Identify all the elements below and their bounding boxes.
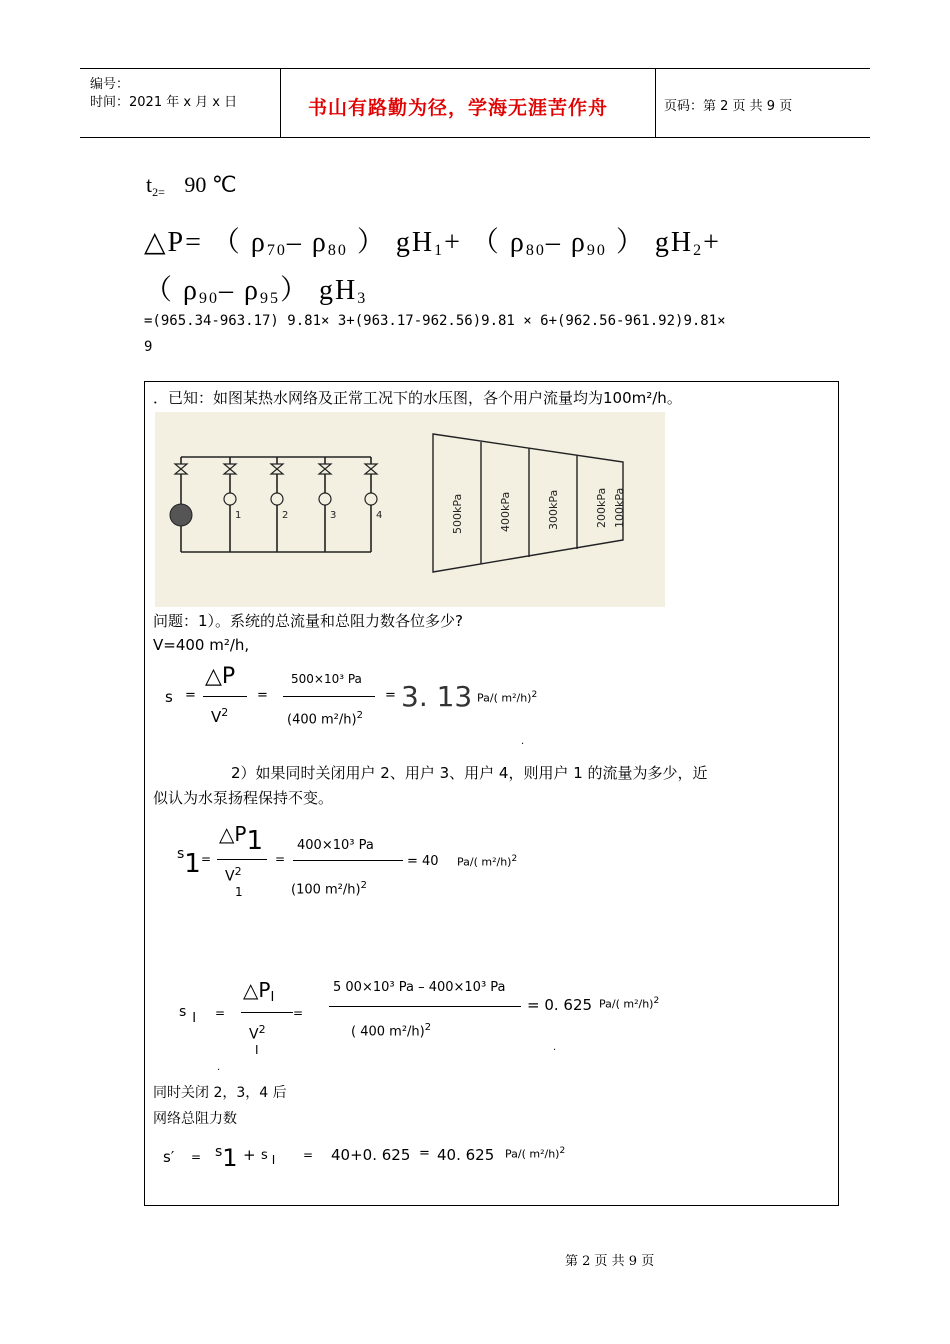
dp1-c: ） gH bbox=[347, 227, 435, 258]
sI-den-var: V bbox=[249, 1026, 259, 1043]
sp-unit-text: Pa/( m²/h) bbox=[505, 1147, 560, 1161]
calc-line2: 9 bbox=[144, 339, 153, 355]
t2-value: 90 ℃ bbox=[184, 172, 237, 197]
s1-frac-line2 bbox=[293, 860, 403, 861]
user-label-2: 2 bbox=[282, 510, 289, 521]
s1-frac-line bbox=[217, 859, 267, 860]
sI-den2-text: ( 400 m²/h) bbox=[351, 1024, 425, 1040]
s1-unit-exp: 2 bbox=[511, 854, 518, 864]
dot-2: . bbox=[553, 1042, 557, 1053]
sp-sum: 40+0. 625 bbox=[331, 1146, 411, 1164]
sI-den2-exp: 2 bbox=[424, 1022, 432, 1033]
sI-lhs-sub: I bbox=[192, 1011, 197, 1026]
s-den-exp: 2 bbox=[221, 706, 229, 719]
page-header bbox=[80, 68, 870, 138]
user-heater-icon bbox=[319, 493, 331, 505]
s-num: △P bbox=[205, 664, 236, 689]
s-den2 bbox=[287, 710, 363, 727]
sp-eq2: = bbox=[303, 1148, 314, 1162]
s-eq3: = bbox=[385, 688, 396, 703]
s1-lhs-sub: 1 bbox=[184, 849, 201, 879]
sI-den2 bbox=[351, 1022, 431, 1039]
sp-s1-var: s bbox=[215, 1144, 223, 1160]
sI-den-exp: 2 bbox=[258, 1023, 266, 1036]
sp-sI bbox=[261, 1148, 275, 1167]
user-label-3: 3 bbox=[330, 510, 337, 521]
s1-num-var: △P bbox=[219, 822, 247, 846]
t2-subscript: 2= bbox=[152, 185, 165, 199]
user-heater-icon bbox=[271, 493, 283, 505]
s1-num bbox=[219, 822, 263, 856]
page-footer: 第 2 页 共 9 页 bbox=[565, 1254, 655, 1269]
s1-lhs-var: s bbox=[177, 846, 185, 862]
sp-sI-sub: I bbox=[271, 1153, 276, 1167]
s1-den bbox=[225, 864, 243, 900]
dp2-a: （ ρ bbox=[144, 275, 199, 306]
sp-result: 40. 625 bbox=[437, 1146, 495, 1164]
sp-eq: = bbox=[191, 1150, 202, 1164]
s1-den2 bbox=[291, 880, 367, 897]
s-unit-exp: 2 bbox=[531, 690, 538, 700]
s1-den-var: V bbox=[225, 868, 235, 885]
doc-time-label: 时间：2021 年 x 月 x 日 bbox=[90, 95, 238, 110]
sI-unit-exp: 2 bbox=[653, 996, 660, 1006]
user-heater-icon bbox=[365, 493, 377, 505]
s-den-var: V bbox=[211, 708, 222, 726]
sI-num-var: △P bbox=[243, 978, 271, 1002]
sI-eq: = bbox=[215, 1006, 226, 1020]
pump-icon bbox=[170, 504, 192, 526]
t2-line bbox=[146, 172, 237, 200]
s-frac-line bbox=[203, 696, 247, 697]
s-frac-line2 bbox=[283, 696, 375, 697]
dp1-s5: 90 bbox=[586, 242, 607, 259]
dp2-b: – ρ bbox=[218, 275, 260, 306]
question-1: 问题：1）。系统的总流量和总阻力数各位多少? bbox=[153, 612, 464, 630]
s1-unit bbox=[457, 854, 517, 869]
sp-eq3: = bbox=[419, 1146, 430, 1161]
s1-den2-text: (100 m²/h) bbox=[291, 882, 361, 898]
sI-lhs-var: s bbox=[179, 1004, 187, 1020]
sp-sI-var: s bbox=[261, 1148, 268, 1163]
problem-intro: ．已知：如图某热水网络及正常工况下的水压图，各个用户流量均为100m²/h。 bbox=[153, 389, 682, 407]
sp-unit bbox=[505, 1146, 565, 1161]
s-den bbox=[211, 706, 228, 726]
dp2-s3: 3 bbox=[357, 290, 368, 307]
user-label-4: 4 bbox=[376, 510, 383, 521]
network-diagram bbox=[155, 412, 665, 607]
total-flow: V=400 m²/h, bbox=[153, 636, 250, 654]
s-eq: = bbox=[185, 688, 196, 703]
doc-code-label: 编号： bbox=[90, 77, 130, 92]
s1-eq2: = bbox=[275, 852, 286, 866]
s-lhs: s bbox=[165, 688, 173, 706]
dp2-c: ） gH bbox=[279, 275, 358, 306]
dp1-e: – ρ bbox=[545, 227, 587, 258]
sI-num-sub: I bbox=[270, 990, 275, 1005]
s-den2-exp: 2 bbox=[356, 710, 363, 721]
problem-box bbox=[144, 381, 839, 1206]
s-eq2: = bbox=[257, 688, 268, 703]
dp1-s6: 2 bbox=[693, 242, 704, 259]
question-2-line2: 似认为水泵扬程保持不变。 bbox=[153, 789, 334, 807]
header-right-divider bbox=[655, 69, 656, 137]
s-den2-text: (400 m²/h) bbox=[287, 712, 357, 728]
calc-line1: =(965.34-963.17) 9.81× 3+(963.17-962.56)9.81 × 6+(962.56-961.92)9.81× bbox=[144, 313, 726, 329]
s1-num2: 400×10³ Pa bbox=[297, 838, 374, 853]
pressure-label-100: 100kPa bbox=[613, 487, 626, 528]
user-heater-icon bbox=[224, 493, 236, 505]
s1-num-sub: 1 bbox=[246, 826, 263, 856]
dp-formula-line2 bbox=[144, 268, 367, 308]
s1-unit-text: Pa/( m²/h) bbox=[457, 855, 512, 869]
sI-den bbox=[249, 1022, 266, 1058]
sI-num2: 5 00×10³ Pa – 400×10³ Pa bbox=[333, 980, 506, 995]
dp1-f: ） gH bbox=[606, 227, 694, 258]
dp2-s2: 95 bbox=[259, 290, 280, 307]
sI-eq2: = bbox=[293, 1006, 304, 1020]
dp1-s2: 80 bbox=[327, 242, 348, 259]
pressure-label-200: 200kPa bbox=[595, 487, 608, 528]
dp1-a: △P= （ ρ bbox=[144, 227, 267, 258]
s1-result: = 40 bbox=[407, 854, 439, 869]
s-num2: 500×10³ Pa bbox=[291, 672, 362, 686]
page-number-label: 页码：第 2 页 共 9 页 bbox=[664, 99, 793, 114]
dp1-s1: 70 bbox=[266, 242, 287, 259]
sp-s1 bbox=[215, 1144, 238, 1172]
sI-frac-line bbox=[241, 1012, 293, 1013]
sI-den-sub: I bbox=[255, 1042, 259, 1057]
header-left-cell bbox=[80, 69, 281, 137]
sp-unit-exp: 2 bbox=[559, 1146, 566, 1156]
t2-variable: t bbox=[146, 172, 153, 197]
s1-eq: = bbox=[201, 852, 212, 866]
header-motto: 书山有路勤为径，学海无涯苦作舟 bbox=[308, 97, 609, 119]
close-users-text: 同时关闭 2，3，4 后 bbox=[153, 1085, 287, 1101]
dp1-d: + （ ρ bbox=[444, 227, 526, 258]
question-2-line1: 2）如果同时关闭用户 2、用户 3、用户 4，则用户 1 的流量为多少，近 bbox=[231, 764, 708, 782]
dp1-b: – ρ bbox=[286, 227, 328, 258]
sI-frac-line2 bbox=[329, 1006, 521, 1007]
dot-1: . bbox=[521, 736, 525, 747]
s1-den-sub: 1 bbox=[235, 884, 243, 899]
sI-unit-text: Pa/( m²/h) bbox=[599, 997, 654, 1011]
s1-den-exp: 2 bbox=[234, 865, 242, 878]
user-label-1: 1 bbox=[235, 510, 242, 521]
dp2-s1: 90 bbox=[198, 290, 219, 307]
sp-lhs: s′ bbox=[163, 1148, 175, 1166]
dot-3: . bbox=[217, 1062, 221, 1073]
pressure-label-300: 300kPa bbox=[547, 489, 560, 530]
s-result: 3. 13 bbox=[401, 680, 473, 713]
sp-plus: + bbox=[243, 1146, 256, 1164]
sI-lhs bbox=[179, 1004, 196, 1026]
dp1-s4: 80 bbox=[525, 242, 546, 259]
s1-den2-exp: 2 bbox=[360, 880, 367, 891]
dp1-s3: 1 bbox=[434, 242, 445, 259]
sI-result: = 0. 625 bbox=[527, 996, 593, 1014]
pressure-label-400: 400kPa bbox=[499, 491, 512, 532]
s-unit-text: Pa/( m²/h) bbox=[477, 691, 532, 705]
dp-formula-line1 bbox=[144, 220, 721, 260]
total-resistance-label: 网络总阻力数 bbox=[153, 1111, 237, 1127]
pressure-label-500: 500kPa bbox=[451, 493, 464, 534]
sp-s1-sub: 1 bbox=[222, 1144, 238, 1172]
sI-unit bbox=[599, 996, 659, 1011]
s-unit bbox=[477, 690, 537, 705]
s1-lhs bbox=[177, 846, 201, 879]
sI-num bbox=[243, 978, 274, 1005]
dp1-g: + bbox=[703, 227, 721, 258]
